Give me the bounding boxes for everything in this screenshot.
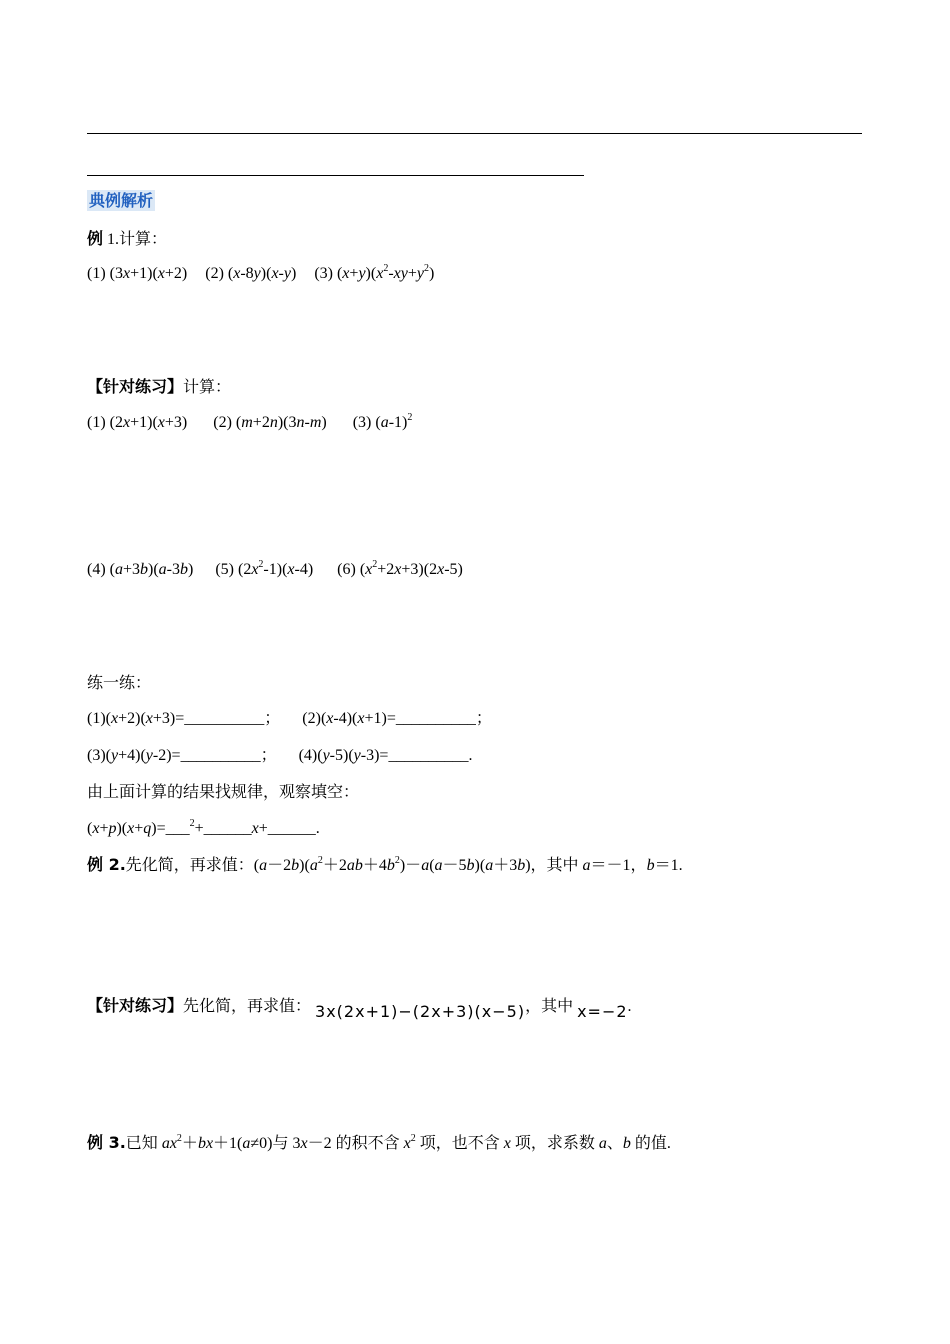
practice-1-heading: 【针对练习】计算：: [87, 377, 232, 396]
drill-rule: 由上面计算的结果找规律，观察填空：: [87, 784, 360, 801]
fill-in-line-2: [87, 175, 584, 176]
example-1-text: 1.计算：: [103, 231, 168, 248]
example-1-problems: (1) (3x+1)(x+2) (2) (x-8y)(x-y) (3) $(x+y)(x^2-xy+y^2)$: [87, 263, 435, 282]
example-1-heading: [87, 229, 167, 250]
example-2: 例 2.先化简，再求值：$(a-2b)(a^2+2ab+4b^2)-a(a-5b)(a+3b)$，其中 a＝－1，b＝1.: [87, 855, 683, 874]
example-2-label: 例 2.: [87, 855, 126, 874]
practice-2-condition: x=−2: [577, 1002, 628, 1021]
practice-1-row-2: (4) (a+3b)(a-3b) (5) $(2x^2-1)(x-4)$ (6) $(x^2+2x+3)(2x-5)$: [87, 559, 463, 578]
section-title: 典例解析: [89, 191, 154, 210]
example-3-label: 例 3.: [87, 1133, 126, 1152]
practice-2: 【针对练习】先化简，再求值： 3x(2x+1)−(2x+3)(x−5)，其中 x=−2.: [87, 996, 632, 1021]
fill-in-line-1: [87, 133, 862, 134]
drill-row-2: (3)(y+4)(y-2)=__________； (4)(y-5)(y-3)=__________.: [87, 747, 473, 764]
practice-2-expression: 3x(2x+1)−(2x+3)(x−5): [315, 1002, 526, 1021]
practice-1-row-1: (1) (2x+1)(x+3) (2) (m+2n)(3n-m) (3) $(a-1)^2$: [87, 412, 413, 431]
practice-1-label: 【针对练习】: [87, 377, 184, 396]
drill-title: 练一练：: [87, 675, 152, 692]
drill-row-1: (1)(x+2)(x+3)=__________； (2)(x-4)(x+1)=__________；: [87, 710, 492, 727]
example-1-label: 例: [87, 229, 104, 248]
drill-formula: (x+p)(x+q)=___$^2$+______x+______.: [87, 818, 320, 837]
example-3: 例 3.已知 $ax^2+bx+1(a\ne 0)$与 3x－2 的积不含 $x^2$ 项，也不含 x 项，求系数 a、b 的值.: [87, 1133, 671, 1152]
practice-2-label: 【针对练习】: [87, 996, 184, 1015]
section-heading: [87, 191, 155, 212]
